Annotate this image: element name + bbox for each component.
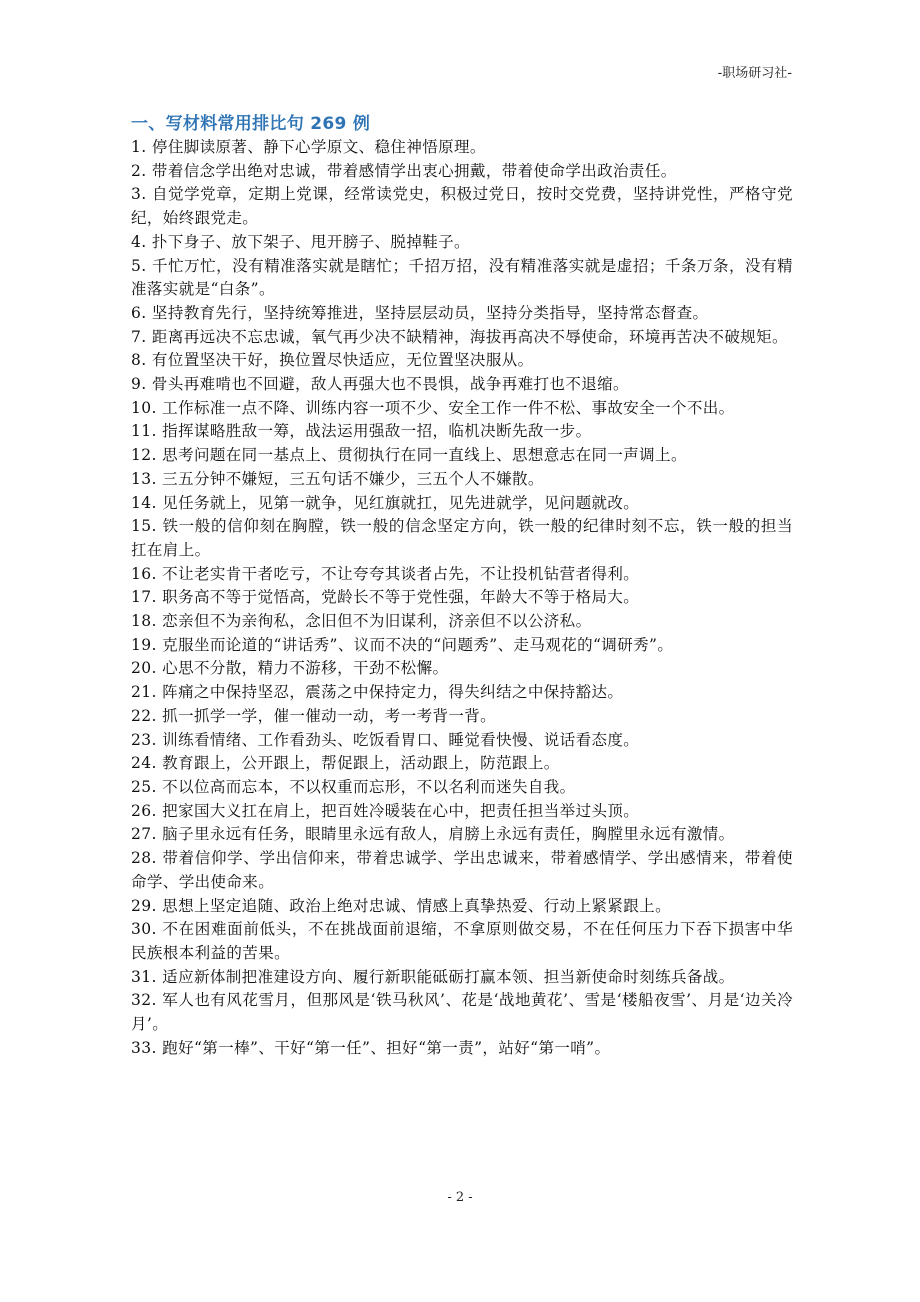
list-item: 20. 心思不分散，精力不游移，干劲不松懈。 xyxy=(131,659,449,678)
list-item: 30. 不在困难面前低头，不在挑战面前退缩，不拿原则做交易，不在任何压力下吞下损害中华民族根本利益的苦果。 xyxy=(131,920,793,962)
list-item: 22. 抓一抓学一学，催一催动一动，考一考背一背。 xyxy=(131,706,497,725)
list-item: 18. 恋亲但不为亲徇私，念旧但不为旧谋利，济亲但不以公济私。 xyxy=(131,612,592,631)
list-item: 32. 军人也有风花雪月，但那风是‘铁马秋风’、花是‘战地黄花’、雪是‘楼船夜雪’、月是‘边关冷月’。 xyxy=(131,991,793,1034)
list-item: 24. 教育跟上，公开跟上，帮促跟上，活动跟上，防范跟上。 xyxy=(131,754,560,773)
list-item: 3. 自觉学党章，定期上党课，经常读党史，积极过党日，按时交党费，坚持讲党性，严格守党纪，始终跟党走。 xyxy=(131,185,793,228)
list-item: 13. 三五分钟不嫌短，三五句话不嫌少，三五个人不嫌散。 xyxy=(131,469,544,488)
list-item: 8. 有位置坚决干好，换位置尽快适应，无位置坚决服从。 xyxy=(131,351,534,370)
document-header: -职场研习社- xyxy=(717,66,792,81)
list-item: 11. 指挥谋略胜敌一筹，战法运用强敌一招，临机决断先敌一步。 xyxy=(131,422,592,441)
list-item: 12. 思考问题在同一基点上、贯彻执行在同一直线上、思想意志在同一声调上。 xyxy=(131,446,687,465)
list-item: 26. 把家国大义扛在肩上，把百姓冷暖装在心中，把责任担当举过头顶。 xyxy=(131,801,640,820)
section-title: 一、写材料常用排比句 269 例 xyxy=(131,114,371,134)
page-number: - 2 - xyxy=(447,1190,473,1205)
list-item: 10. 工作标准一点不降、训练内容一项不少、安全工作一件不松、事故安全一个不出。 xyxy=(131,398,735,417)
list-item: 14. 见任务就上，见第一就争，见红旗就扛，见先进就学，见问题就改。 xyxy=(131,493,640,512)
list-item: 6. 坚持教育先行，坚持统筹推进，坚持层层动员，坚持分类指导，坚持常态督查。 xyxy=(131,303,709,322)
list-item: 16. 不让老实肯干者吃亏，不让夸夸其谈者占先，不让投机钻营者得利。 xyxy=(131,564,640,583)
list-item: 23. 训练看情绪、工作看劲头、吃饭看胃口、睡觉看快慢、说话看态度。 xyxy=(131,730,640,749)
list-item: 25. 不以位高而忘本，不以权重而忘形，不以名利而迷失自我。 xyxy=(131,777,576,796)
list-item: 5. 千忙万忙，没有精准落实就是瞎忙；千招万招，没有精准落实就是虚招；千条万条，没有精准落实就是“白条”。 xyxy=(131,256,793,299)
list-item: 4. 扑下身子、放下架子、甩开膀子、脱掉鞋子。 xyxy=(131,232,470,251)
list-item: 7. 距离再远决不忘忠诚，氧气再少决不缺精神，海拔再高决不辱使命，环境再苦决不破规矩。 xyxy=(131,327,788,346)
list-item: 15. 铁一般的信仰刻在胸膛，铁一般的信念坚定方向，铁一般的纪律时刻不忘，铁一般的担当扛在肩上。 xyxy=(131,517,793,559)
list-item: 33. 跑好“第一棒”、干好“第一任”、担好“第一责”，站好“第一哨”。 xyxy=(131,1038,611,1057)
list-item: 9. 骨头再难啃也不回避，敌人再强大也不畏惧，战争再难打也不退缩。 xyxy=(131,375,629,394)
list-item: 1. 停住脚读原著、静下心学原文、稳住神悟原理。 xyxy=(131,138,486,156)
document-body xyxy=(131,112,793,1060)
list-item: 17. 职务高不等于觉悟高，党龄长不等于党性强，年龄大不等于格局大。 xyxy=(131,588,640,607)
list-item: 28. 带着信仰学、学出信仰来，带着忠诚学、学出忠诚来，带着感情学、学出感情来，带着使命学、学出使命来。 xyxy=(131,849,793,891)
list-item: 19. 克服坐而论道的“讲话秀”、议而不决的“问题秀”、走马观花的“调研秀”。 xyxy=(131,635,674,654)
list-item: 29. 思想上坚定追随、政治上绝对忠诚、情感上真挚热爱、行动上紧紧跟上。 xyxy=(131,896,671,915)
list-item: 21. 阵痛之中保持坚忍，震荡之中保持定力，得失纠结之中保持豁达。 xyxy=(131,683,624,702)
list-item: 2. 带着信念学出绝对忠诚，带着感情学出衷心拥戴，带着使命学出政治责任。 xyxy=(131,161,677,180)
list-item: 27. 脑子里永远有任务，眼睛里永远有敌人，肩膀上永远有责任，胸膛里永远有激情。 xyxy=(131,825,735,844)
list-item: 31. 适应新体制把准建设方向、履行新职能砥砺打赢本领、担当新使命时刻练兵备战。 xyxy=(131,967,735,986)
